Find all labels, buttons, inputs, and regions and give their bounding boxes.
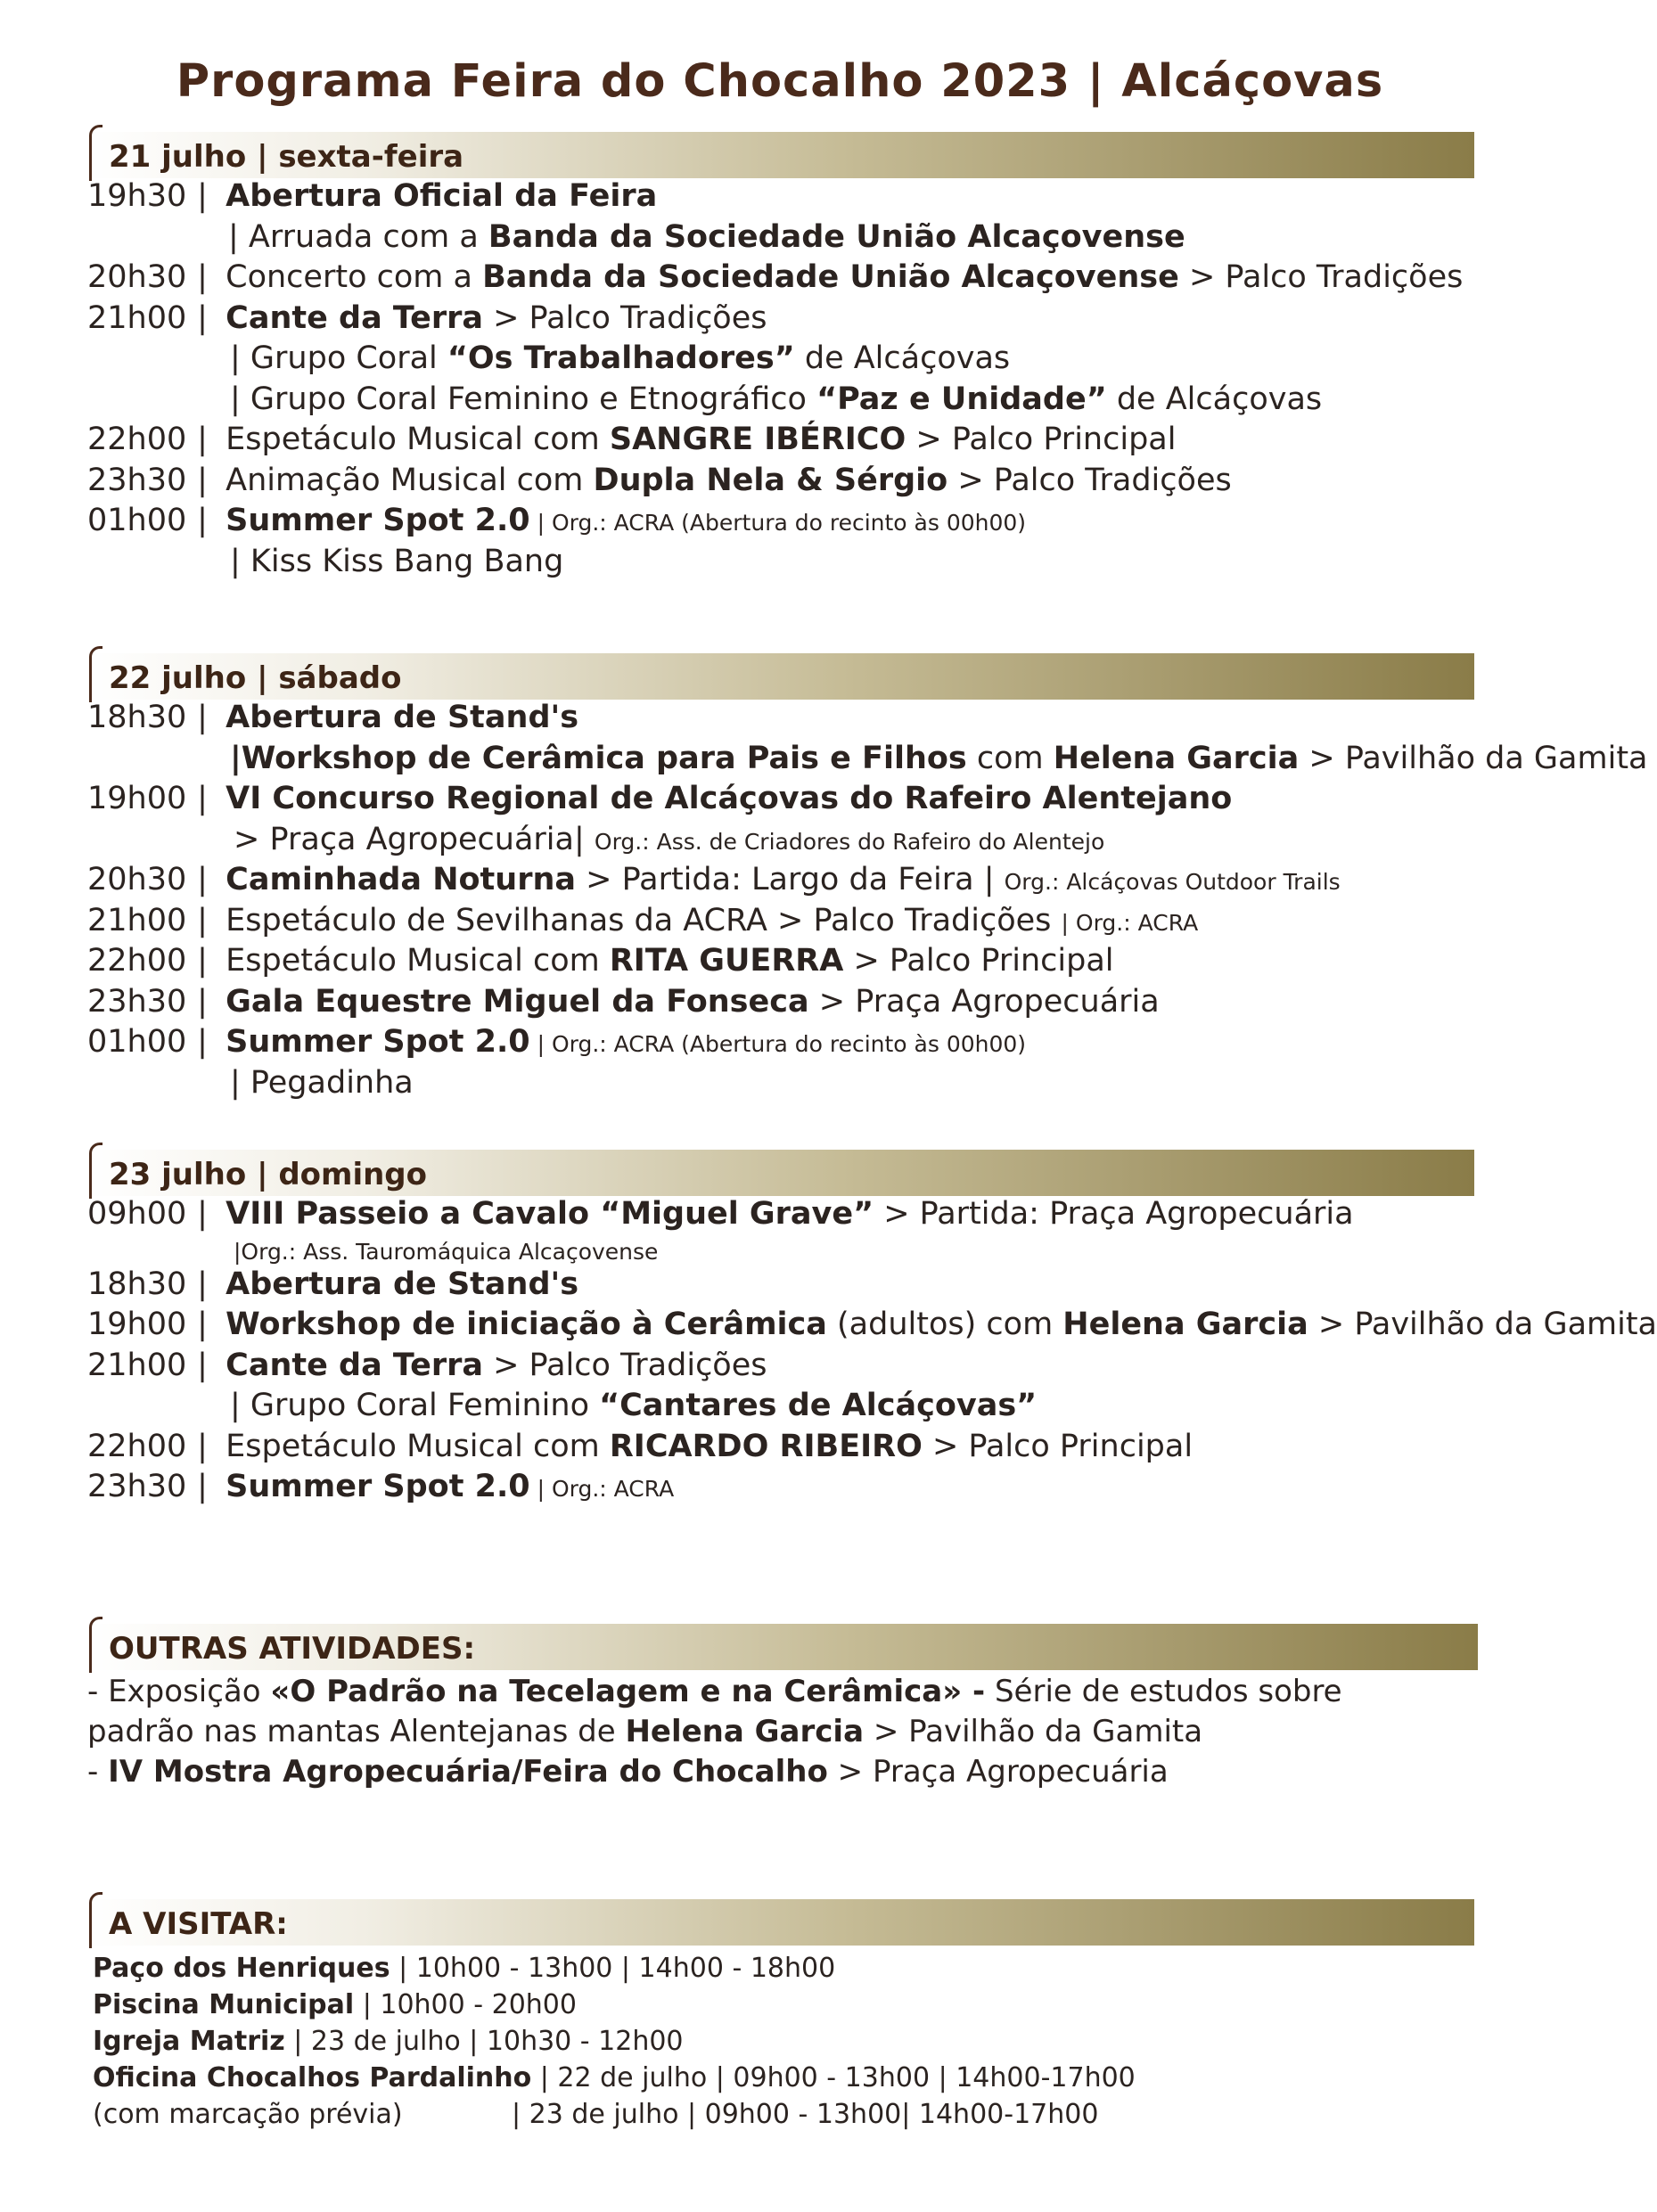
other-activities [87,1672,1513,1792]
schedule-row: 22h00 | Espetáculo Musical com RICARDO RIBEIRO > Palco Principal [87,1428,1194,1464]
schedule-row: 19h00 | Workshop de iniciação à Cerâmica (adultos) com Helena Garcia > Pavilhão da Gamita [87,1307,1657,1342]
list-item: Igreja Matriz | 23 de julho | 10h30 - 12h00 [93,2026,684,2057]
day2-schedule [87,698,1648,1103]
day1-header-bar [86,132,1474,178]
other-header-bar [86,1624,1478,1670]
schedule-row: 01h00 | Summer Spot 2.0 | Org.: ACRA (Abertura do recinto às 00h00) [87,503,1027,538]
schedule-row: | Grupo Coral Feminino “Cantares de Alcáçovas” [230,1388,1038,1423]
schedule-row: 20h30 | Concerto com a Banda da Sociedade União Alcaçovense > Palco Tradições [87,259,1464,295]
schedule-row: 22h00 | Espetáculo Musical com RITA GUERRA > Palco Principal [87,943,1114,979]
schedule-row: 01h00 | Summer Spot 2.0 | Org.: ACRA (Abertura do recinto às 00h00) [87,1024,1027,1060]
schedule-row: 20h30 | Caminhada Noturna > Partida: Largo da Feira | Org.: Alcáçovas Outdoor Trails [87,862,1341,897]
day3-header-bar [86,1150,1474,1196]
bracket-decoration [89,1892,103,1948]
list-item: Oficina Chocalhos Pardalinho | 22 de julho | 09h00 - 13h00 | 14h00-17h00 [93,2062,1136,2093]
list-item: padrão nas mantas Alentejanas de Helena Garcia > Pavilhão da Gamita [87,1714,1203,1749]
list-item: - IV Mostra Agropecuária/Feira do Chocalho > Praça Agropecuária [87,1754,1169,1790]
schedule-row: 23h30 | Gala Equestre Miguel da Fonseca > Praça Agropecuária [87,983,1160,1020]
visit-header: A VISITAR: [109,1906,288,1942]
schedule-row: 19h00 | VI Concurso Regional de Alcáçovas do Rafeiro Alentejano [87,781,1233,816]
day2-header: 22 julho | sábado [109,660,402,696]
list-item: Piscina Municipal | 10h00 - 20h00 [93,1989,577,2020]
day1-header: 21 julho | sexta-feira [109,139,464,175]
schedule-row: > Praça Agropecuária| Org.: Ass. de Criadores do Rafeiro do Alentejo [234,821,1105,857]
schedule-row: 22h00 | Espetáculo Musical com SANGRE IBÉRICO > Palco Principal [87,422,1177,457]
schedule-row: 23h30 | Summer Spot 2.0 | Org.: ACRA [87,1469,675,1504]
bracket-decoration [89,646,103,702]
bracket-decoration [89,125,103,181]
day3-header: 23 julho | domingo [109,1157,427,1192]
schedule-row: 21h00 | Espetáculo de Sevilhanas da ACRA > Palco Tradições | Org.: ACRA [87,902,1199,938]
list-item: - Exposição «O Padrão na Tecelagem e na Cerâmica» - Série de estudos sobre [87,1674,1342,1709]
schedule-row: | Grupo Coral Feminino e Etnográfico “Paz e Unidade” de Alcáçovas [230,381,1323,417]
other-header: OUTRAS ATIVIDADES: [109,1631,476,1667]
page-title: Programa Feira do Chocalho 2023 | Alcáçovas [176,55,1384,108]
visit-list [93,1950,1519,2133]
schedule-row: 09h00 | VIII Passeio a Cavalo “Miguel Grave” > Partida: Praça Agropecuária [87,1196,1354,1232]
list-item: (com marcação prévia) | 23 de julho | 09h00 - 13h00| 14h00-17h00 [93,2099,1099,2130]
bracket-decoration [89,1143,103,1199]
day3-schedule [87,1194,1657,1508]
schedule-row: 18h30 | Abertura de Stand's [87,700,579,735]
day2-header-bar [86,653,1474,700]
schedule-row: | Kiss Kiss Bang Bang [230,543,564,579]
bracket-decoration [89,1617,103,1673]
schedule-row: 23h30 | Animação Musical com Dupla Nela & Sérgio > Palco Tradições [87,462,1232,498]
day1-schedule [87,176,1513,582]
visit-header-bar [86,1899,1474,1946]
schedule-row: | Pegadinha [230,1064,414,1101]
schedule-row: | Arruada com a Banda da Sociedade União Alcaçovense [228,218,1185,255]
schedule-row: | Grupo Coral “Os Trabalhadores” de Alcáçovas [230,340,1011,376]
schedule-row: |Workshop de Cerâmica para Pais e Filhos com Helena Garcia > Pavilhão da Gamita [230,740,1648,776]
schedule-row: 19h30 | Abertura Oficial da Feira [87,178,658,214]
schedule-row: 18h30 | Abertura de Stand's [87,1266,579,1302]
schedule-row: 21h00 | Cante da Terra > Palco Tradições [87,1347,767,1383]
schedule-row: |Org.: Ass. Tauromáquica Alcaçovense [234,1238,659,1265]
schedule-row: 21h00 | Cante da Terra > Palco Tradições [87,299,767,336]
list-item: Paço dos Henriques | 10h00 - 13h00 | 14h00 - 18h00 [93,1953,836,1984]
